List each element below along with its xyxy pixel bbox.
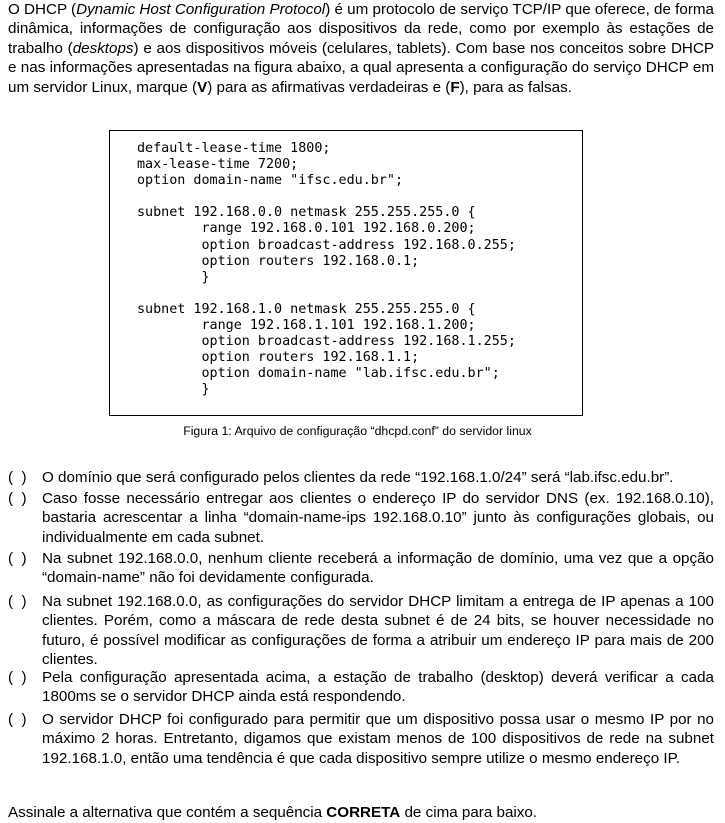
dhcpd-config-code: default-lease-time 1800; max-lease-time 7200; option domain-name "ifsc.edu.br"; subnet 192.168.0.0 netmask 255.255.255.0 { range 192.168.0.101 192.168.0.200; option broadcast-address 192.168.0.255; option routers 192.168.0.1; } subnet 192.168.1.0 netmask 255.255.255.0 { range 192.168.1.101 192.168.1.200; option broadcast-address 192.168.1.255; option routers 192.168.1.1; option domain-name "lab.ifsc.edu.br"; } bbox=[137, 141, 516, 398]
final-text-after: de cima para baixo. bbox=[400, 804, 538, 821]
intro-text-5: ), para as falsas. bbox=[459, 78, 572, 96]
intro-text-1: O DHCP ( bbox=[8, 1, 77, 18]
answer-parentheses[interactable]: ( ) bbox=[8, 669, 27, 686]
answer-parentheses[interactable]: ( ) bbox=[8, 593, 27, 610]
final-text-bold: CORRETA bbox=[326, 804, 401, 821]
intro-text-3: ) e aos dispositivos móveis (celulares, tablets). Com base nos conceitos sobre DHCP e nas informações apresentadas na figura abaixo, a qual apresenta a configuração do serviço DHCP em um servidor Linux, marque ( bbox=[8, 39, 714, 96]
statement-text: Caso fosse necessário entregar aos clientes o endereço IP do servidor DNS (ex. 192.168.0.10), bastaria acrescentar a linha “domain-name-ips 192.168.0.10” junto às configurações globais, ou individualmente em cada subnet. bbox=[42, 490, 714, 546]
intro-em-protocol-name: Dynamic Host Configuration Protocol bbox=[76, 1, 326, 18]
intro-f: F bbox=[450, 78, 460, 96]
answer-parentheses[interactable]: ( ) bbox=[8, 550, 27, 567]
answer-parentheses[interactable]: ( ) bbox=[8, 490, 27, 507]
figure-caption bbox=[0, 423, 725, 439]
final-instruction bbox=[8, 803, 537, 822]
statement-text: Pela configuração apresentada acima, a estação de trabalho (desktop) deverá verificar a cada 1800ms se o servidor DHCP ainda está respondendo. bbox=[42, 669, 714, 706]
final-text-before: Assinale a alternativa que contém a sequência bbox=[8, 804, 327, 821]
intro-text-4: ) para as afirmativas verdadeiras e ( bbox=[207, 78, 451, 96]
statement-text: Na subnet 192.168.0.0, nenhum cliente receberá a informação de domínio, uma vez que a opção “domain-name” não foi devidamente configurada. bbox=[42, 550, 714, 587]
statement-text: O domínio que será configurado pelos clientes da rede “192.168.1.0/24” será “lab.ifsc.edu.br”. bbox=[42, 469, 674, 486]
question-intro bbox=[8, 0, 714, 97]
figure-caption-text: Figura 1: Arquivo de configuração “dhcpd.conf” do servidor linux bbox=[183, 424, 532, 438]
statement-text: Na subnet 192.168.0.0, as configurações do servidor DHCP limitam a entrega de IP apenas a 100 clientes. Porém, como a máscara de rede desta subnet é de 24 bits, se houver necessidade no futuro, é possível modificar as configurações de forma a atribuir um endereço IP para mais de 200 clientes. bbox=[42, 593, 714, 669]
intro-em-desktops: desktops bbox=[72, 39, 134, 57]
statement-text: O servidor DHCP foi configurado para permitir que um dispositivo possa usar o mesmo IP por no máximo 2 horas. Entretanto, digamos que existam menos de 100 dispositivos de rede na subnet 192.168.1.0, então uma tendência é que cada dispositivo sempre utilize o mesmo endereço IP. bbox=[42, 711, 714, 767]
config-figure-box bbox=[109, 130, 583, 416]
intro-v: V bbox=[197, 78, 208, 96]
intro-text-2: ) é um protocolo de serviço TCP/IP que oferece, de forma dinâmica, informações de configuração aos dispositivos da rede, como por exemplo às estações de trabalho ( bbox=[8, 1, 714, 57]
answer-parentheses[interactable]: ( ) bbox=[8, 711, 27, 728]
answer-parentheses[interactable]: ( ) bbox=[8, 469, 27, 486]
